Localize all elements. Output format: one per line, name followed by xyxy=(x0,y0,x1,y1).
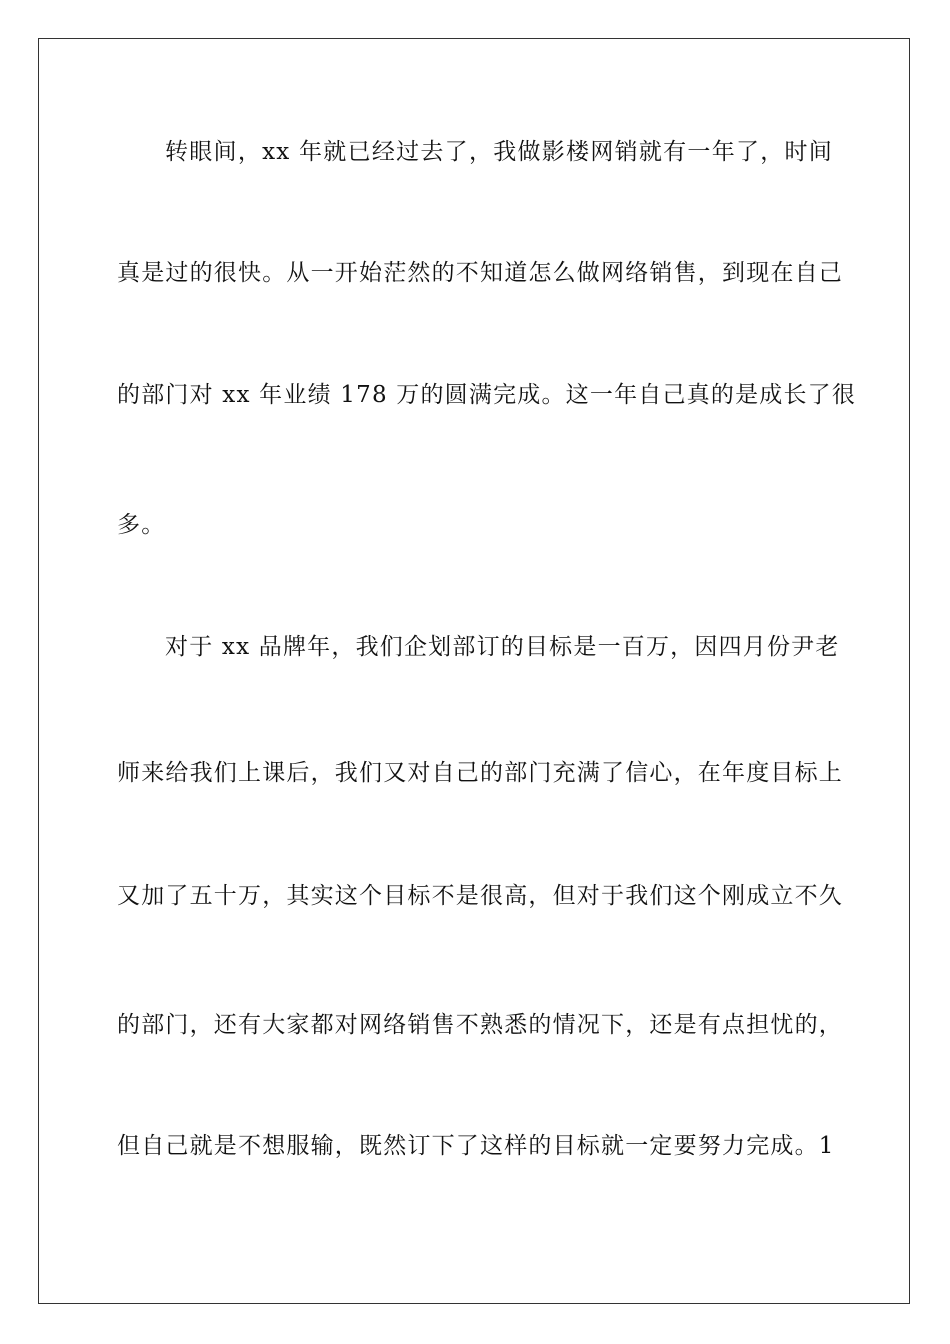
paragraph-2-line-3: 又加了五十万，其实这个目标不是很高，但对于我们这个刚成立不久 xyxy=(117,883,843,909)
paragraph-2-line-5: 但自己就是不想服输，既然订下了这样的目标就一定要努力完成。1 xyxy=(117,1133,835,1159)
page-border xyxy=(38,38,910,1304)
paragraph-1-line-3: 的部门对 xx 年业绩 178 万的圆满完成。这一年自己真的是成长了很 xyxy=(117,382,857,408)
paragraph-1-line-4: 多。 xyxy=(117,512,166,538)
paragraph-2-line-4: 的部门，还有大家都对网络销售不熟悉的情况下，还是有点担忧的， xyxy=(117,1012,843,1038)
paragraph-1-line-2: 真是过的很快。从一开始茫然的不知道怎么做网络销售，到现在自己 xyxy=(117,260,843,286)
paragraph-2-line-1: 对于 xx 品牌年，我们企划部订的目标是一百万，因四月份尹老 xyxy=(165,634,840,660)
paragraph-2-line-2: 师来给我们上课后，我们又对自己的部门充满了信心，在年度目标上 xyxy=(117,760,843,786)
paragraph-1-line-1: 转眼间，xx 年就已经过去了，我做影楼网销就有一年了，时间 xyxy=(165,139,833,165)
